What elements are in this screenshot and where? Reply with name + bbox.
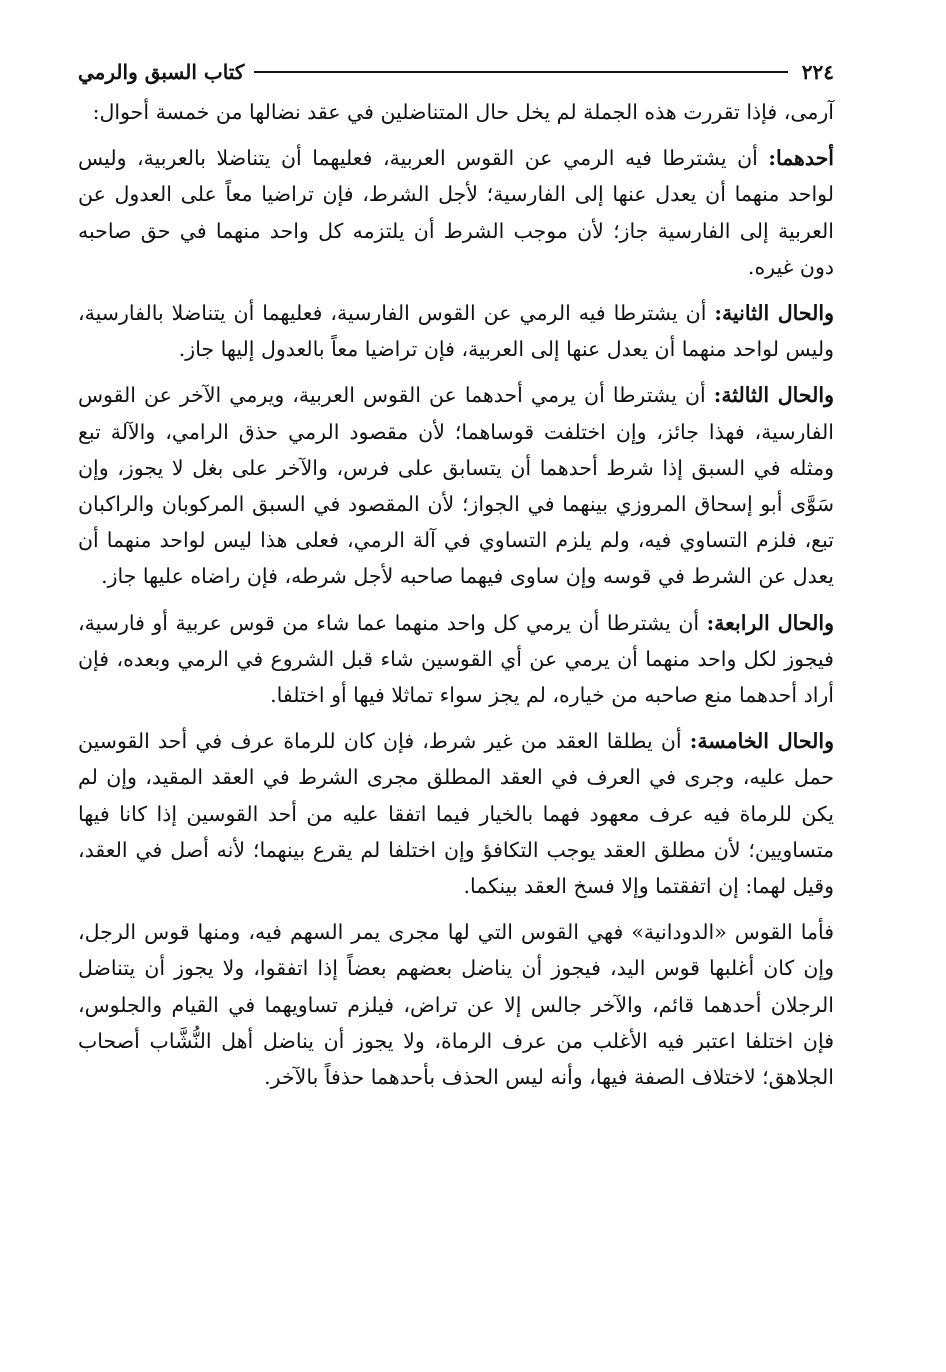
paragraph-lead: والحال الثالثة: <box>713 383 834 408</box>
paragraph-text: آرمى، فإذا تقررت هذه الجملة لم يخل حال المتناضلين في عقد نضالها من خمسة أحوال: <box>92 100 834 124</box>
running-header <box>78 52 834 92</box>
paragraph-text: أن يشترطا فيه الرمي عن القوس العربية، فعليهما أن يتناضلا بالعربية، وليس لواحد منهما أن يعدل عنها إلى الفارسية؛ لأجل الشرط، فإن تراضيا معاً على العدول عن العربية إلى الفارسية جاز؛ لأن موجب الشرط أن يلتزمه كل واحد منهما في حق صاحبه دون غيره. <box>78 146 834 279</box>
paragraph-case-five <box>78 723 834 904</box>
paragraph-lead: والحال الخامسة: <box>689 729 834 754</box>
paragraph-text: أن يشترطا أن يرمي كل واحد منهما عما شاء من قوس عربية أو فارسية، فيجوز لكل واحد منهما أن يرمي عن أي القوسين شاء قبل الشروع في الرمي وبعده، فإن أراد أحدهما منع صاحبه من خياره، لم يجز سواء تماثلا فيها أو اختلفا. <box>78 610 834 708</box>
page-number: ٢٢٤ <box>801 60 834 84</box>
paragraph-lead: والحال الثانية: <box>714 301 834 326</box>
paragraph-dudaniya-bow <box>78 914 834 1095</box>
page <box>78 52 834 1105</box>
paragraph-text: أن يطلقا العقد من غير شرط، فإن كان للرماة عرف في أحد القوسين حمل عليه، وجرى في العرف في العقد المطلق مجرى الشرط في العقد المقيد، وإن لم يكن للرماة فيه عرف معهود فهما بالخيار فيما اتفقا عليه من أحد القوسين إذا كانا فيها متساويين؛ لأن مطلق العقد يوجب التكافؤ وإن اختلفا لم يقرع بينهما؛ لأنه أصل في العقد، وقيل لهما: إن اتفقتما وإلا فسخ العقد بينكما. <box>78 729 834 899</box>
paragraph-text: أن يشترطا أن يرمي أحدهما عن القوس العربية، ويرمي الآخر عن القوس الفارسية، فهذا جائز، وإن اختلفت قوساهما؛ لأن مقصود الرمي حذق الرامي، والآلة تبع ومثله في السبق إذا شرط أحدهما أن يتسابق على فرس، والآخر على بغل لا يجوز، وإن سَوَّى أبو إسحاق المروزي بينهما في الجواز؛ لأن المقصود في السبق المركوبان والراكبان تبع، فلزم التساوي فيه، ولم يلزم التساوي في آلة الرمي، فعلى هذا ليس لواحد منهما أن يعدل عن الشرط في قوسه وإن ساوى فيهما صاحبه لأجل شرطه، فإن راضاه عليها جاز. <box>78 383 834 589</box>
paragraph-intro <box>78 94 834 130</box>
paragraph-case-four <box>78 605 834 714</box>
paragraph-text: فأما القوس «الدودانية» فهي القوس التي لها مجرى يمر السهم فيه، ومنها قوس الرجل، وإن كان أغلبها قوس اليد، فيجوز أن يناضل بعضهم بعضاً إذا اتفقوا، ولا يجوز أن يتناضل الرجلان أحدهما قائم، والآخر جالس إلا عن تراض، فيلزم تساويهما في القيام والجلوس، فإن اختلفا اعتبر فيه الأغلب من عرف الرماة، ولا يجوز أن يناضل أهل النُّشَّاب أصحاب الجلاهق؛ لاختلاف الصفة فيها، وأنه ليس الحذف بأحدهما حذفاً بالآخر. <box>78 920 834 1090</box>
book-title: كتاب السبق والرمي <box>78 60 245 84</box>
paragraph-lead: والحال الرابعة: <box>706 610 834 635</box>
paragraph-case-two <box>78 295 834 367</box>
header-rule <box>254 71 787 73</box>
paragraph-text: أن يشترطا فيه الرمي عن القوس الفارسية، فعليهما أن يتناضلا بالفارسية، وليس لواحد منهما أن يعدل عنها إلى العربية، فإن تراضيا معاً بالعدول إليها جاز. <box>78 301 834 362</box>
paragraph-case-one <box>78 140 834 285</box>
paragraph-lead: أحدهما: <box>768 146 834 171</box>
paragraph-case-three <box>78 377 834 594</box>
